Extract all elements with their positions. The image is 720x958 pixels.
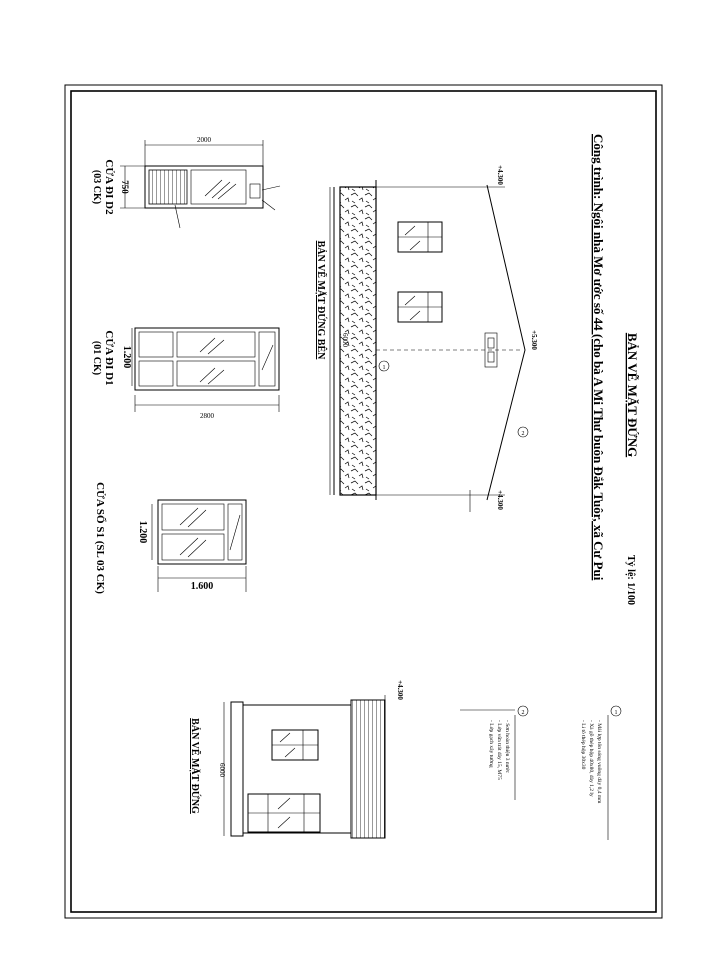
window-s1-frame bbox=[158, 500, 246, 564]
front-elev-top: +4.300 bbox=[396, 680, 404, 700]
note-2-marker-label: 2 bbox=[521, 710, 525, 716]
door-d2-height-dim: 750 bbox=[120, 180, 130, 194]
note-2-line-3: - Lớp gạch xây tường bbox=[488, 720, 494, 768]
side-callout-2-label: 2 bbox=[521, 431, 525, 437]
door-d1-name: CỬA ĐI D1 bbox=[103, 330, 115, 386]
door-d2-glass-mark bbox=[205, 180, 236, 199]
side-elev-ridge: +5.300 bbox=[530, 330, 538, 350]
window-s1-detail bbox=[94, 482, 246, 594]
note-1-marker-label: 1 bbox=[614, 710, 618, 716]
side-elev-right: +4.300 bbox=[496, 490, 504, 510]
note-1-line-2: - Xà gồ thép hộp 40x80, dày 1,2 ly bbox=[588, 720, 594, 797]
door-d1-qty: (01 CK) bbox=[91, 340, 102, 376]
front-base bbox=[231, 702, 243, 836]
window-s1-height-dim: 1.200 bbox=[137, 520, 148, 544]
door-d2-detail bbox=[91, 136, 280, 228]
door-d2-width-dim: 2000 bbox=[197, 136, 211, 144]
window-s1-width-dim: 1.600 bbox=[190, 581, 214, 592]
side-elevation-title: BẢN VẼ MẶT ĐỨNG BÊN bbox=[315, 240, 326, 360]
front-elevation-title: BẢN VẼ MẶT ĐỨNG bbox=[189, 718, 200, 814]
door-d2-name: CỬA ĐI D2 bbox=[103, 159, 115, 215]
window-s1-name: CỬA SỔ S1 (SL 03 CK) bbox=[94, 482, 106, 594]
front-elevation bbox=[189, 680, 404, 838]
door-d2-qty: (03 CK) bbox=[91, 169, 102, 205]
project-label: Công trình: Ngôi nhà Mơ ước số 44 (cho bà A Mi Thư buôn Đắk Tuôr, xã Cư Pui bbox=[591, 134, 606, 581]
note-1-line-3: - Li tô thép hộp 30x30 bbox=[580, 720, 586, 770]
front-length-dim: 6000 bbox=[218, 763, 226, 777]
side-elevation bbox=[315, 165, 538, 512]
door-d1-height-dim: 1.200 bbox=[121, 345, 132, 369]
door-d2-handle bbox=[250, 184, 260, 198]
sheet-title: BẢN VẼ MẶT ĐỨNG bbox=[625, 332, 640, 458]
title-block bbox=[591, 134, 640, 605]
note-1-line-1: - Mái lợp tôn sóng vuông dày 0,4 mm bbox=[596, 720, 602, 804]
front-roof bbox=[351, 700, 385, 838]
gable-roof-line bbox=[487, 185, 525, 500]
door-d1-detail bbox=[91, 328, 279, 420]
door-d1-width-dim: 2800 bbox=[200, 412, 214, 420]
front-wall bbox=[243, 705, 351, 833]
door-d1-frame bbox=[135, 328, 279, 390]
material-notes bbox=[460, 706, 621, 840]
side-length-dim: 6000 bbox=[341, 333, 349, 347]
note-2-line-1: - Sơn hoàn thiện 3 nước bbox=[504, 720, 510, 773]
side-callout-1-label: 1 bbox=[382, 365, 386, 371]
door-d2-louver bbox=[149, 170, 187, 204]
note-2-line-2: - Lớp vữa trát dày 15, M75 bbox=[496, 720, 502, 780]
scale-label: Tỷ lệ: 1/100 bbox=[625, 555, 636, 605]
side-elev-left: +4.300 bbox=[496, 165, 504, 185]
